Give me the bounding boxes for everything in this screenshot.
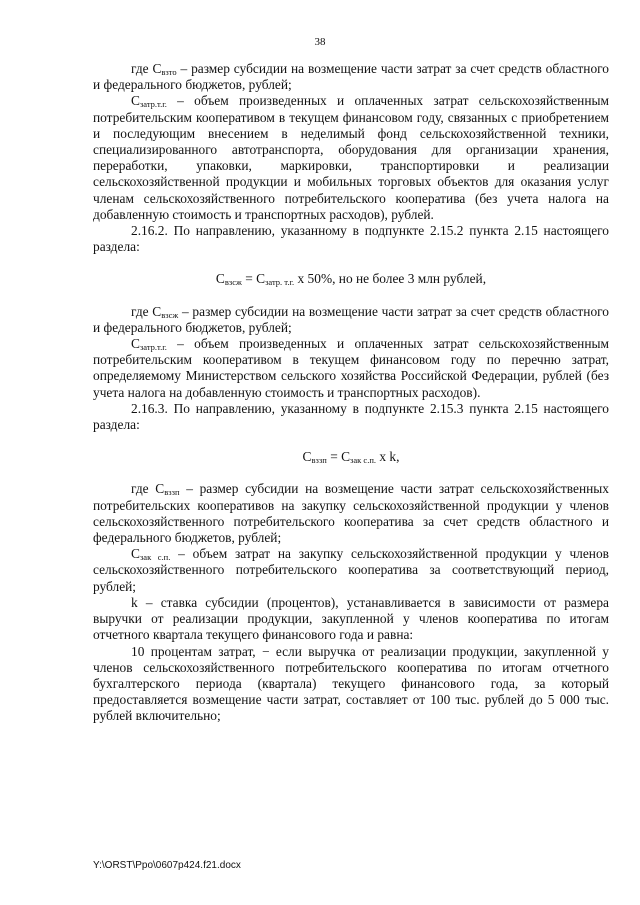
- subscript: взто: [161, 67, 177, 77]
- text-body: – размер субсидии на возмещение части затрат сельскохозяйственных потребительских кооперативов на закупку сельскохозяйственной продукции у членов сельскохозяйственного потребительского кооператива за счет средств областного и федерального бюджетов, рублей;: [93, 481, 609, 546]
- file-path-footer: Y:\ORST\Ppo\0607p424.f21.docx: [93, 860, 241, 871]
- formula-tail: х 50%, но не более 3 млн рублей,: [294, 271, 487, 287]
- text-body: – объем произведенных и оплаченных затрат сельскохозяйственным потребительским кооперативом в текущем финансовом году по перечню затрат, определяемому Министерством сельского хозяйства Российской Федерации, рублей (без учета налога на добавленную стоимость и транспортных расходов).: [93, 336, 609, 400]
- paragraph-definition-szak: [93, 546, 609, 595]
- text-body: – размер субсидии на возмещение части затрат за счет средств областного и федерального бюджетов, рублей;: [93, 303, 609, 335]
- subscript: затр.т.г.: [139, 99, 167, 110]
- text-lead: где С: [131, 481, 165, 497]
- paragraph-2-16-2: 2.16.2. По направлению, указанному в подпункте 2.15.2 пункта 2.15 настоящего раздела:: [93, 223, 609, 255]
- formula-symbol: С: [215, 271, 225, 287]
- text-body: – объем затрат на закупку сельскохозяйственной продукции у членов сельскохозяйственного потребительского кооператива за соответствующий период, рублей;: [93, 546, 609, 594]
- subscript: вззп: [311, 455, 327, 466]
- document-body: [93, 61, 609, 725]
- paragraph-definition-svzzp: [93, 481, 609, 546]
- text-lead: где С: [131, 61, 162, 76]
- formula-operator: = С: [326, 449, 351, 465]
- text-lead: С: [131, 546, 140, 562]
- subscript: взсж: [161, 309, 179, 320]
- paragraph-definition-szatr-2: [93, 336, 609, 401]
- paragraph-definition-k: k – ставка субсидии (процентов), устанавливается в зависимости от размера выручки от реализации продукции, закупленной у членов кооператива по итогам отчетного квартала текущего финансового года и равна:: [93, 594, 609, 643]
- paragraph-definition-svzto: [93, 61, 609, 93]
- formula-svzsj: [93, 271, 609, 287]
- text-lead: С: [131, 336, 140, 352]
- text-body: – размер субсидии на возмещение части затрат за счет средств областного и федерального бюджетов, рублей;: [93, 61, 609, 93]
- subscript: вззп: [164, 487, 180, 498]
- subscript: затр. т.г.: [265, 277, 295, 288]
- paragraph-definition-svzsj: [93, 304, 609, 336]
- page-number: 38: [314, 36, 326, 48]
- formula-tail: х k,: [376, 449, 400, 465]
- subscript: взсж: [224, 277, 242, 288]
- formula-symbol: С: [302, 449, 312, 465]
- text-lead: С: [131, 93, 140, 109]
- paragraph-2-16-3: 2.16.3. По направлению, указанному в подпункте 2.15.3 пункта 2.15 настоящего раздела:: [93, 400, 609, 433]
- paragraph-rate-10-percent: 10 процентам затрат, − если выручка от реализации продукции, закупленной у членов сельскохозяйственного потребительского кооператива по итогам отчетного бухгалтерского периода (квартала) текущего финансового года, за который предоставляется возмещение части затрат, составляет от 100 тыс. рублей до 5 000 тыс. рублей включительно;: [93, 643, 609, 724]
- formula-svzzp: [93, 449, 609, 465]
- formula-operator: = С: [241, 271, 266, 287]
- subscript: зак с.п.: [350, 455, 377, 466]
- paragraph-definition-szatr: [93, 93, 609, 223]
- text-body: – объем произведенных и оплаченных затрат сельскохозяйственным потребительским кооперативом в текущем финансовом году, связанных с приобретением и последующим внесением в неделимый фонд сельскохозяйственной техники, специализированного автотранспорта, оборудования для организации хранения, переработки, упаковки, маркировки, транспортировки и реализации сельскохозяйственной продукции и мобильных торговых объектов для оказания услуг членам сельскохозяйственного потребительского кооператива (без учета налога на добавленную стоимость и транспортных расходов), рублей.: [93, 93, 609, 222]
- subscript: затр.т.г.: [139, 342, 167, 353]
- subscript: зак с.п.: [139, 552, 171, 563]
- text-lead: где С: [131, 303, 162, 319]
